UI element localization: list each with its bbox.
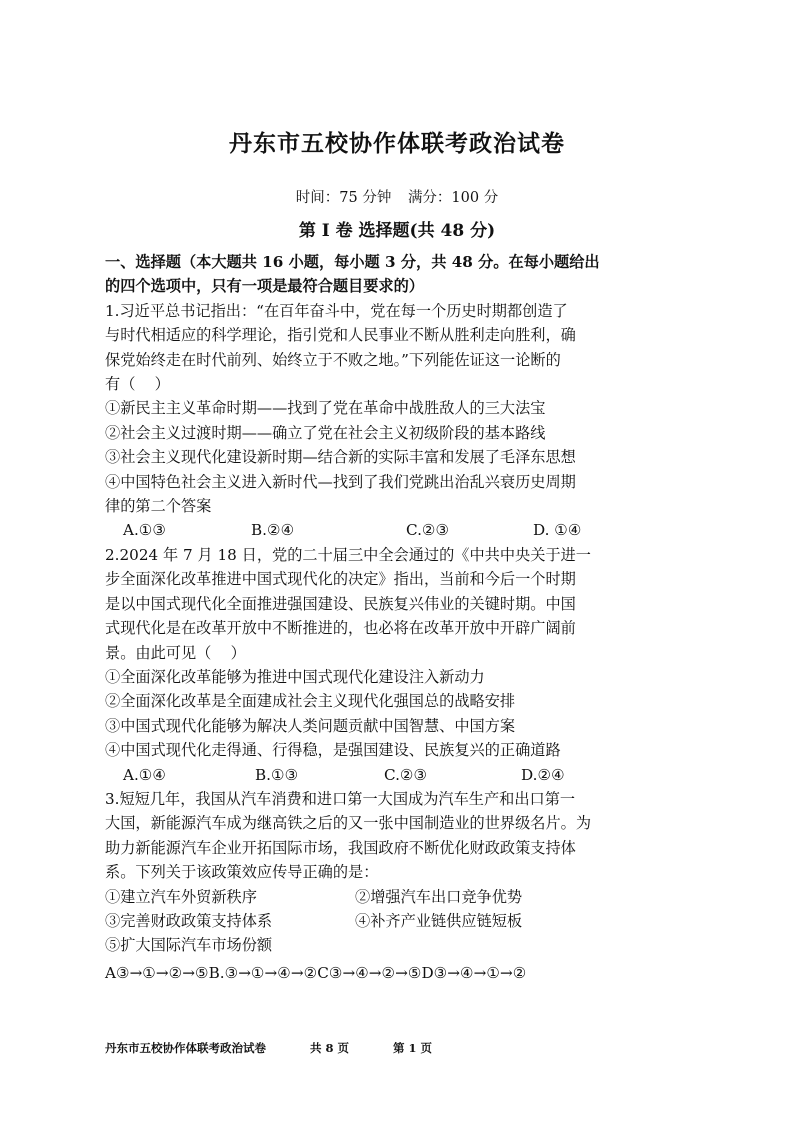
page-title: 丹东市五校协作体联考政治试卷: [229, 130, 565, 157]
q3-item: ③完善财政政策支持体系: [105, 911, 273, 930]
time-info: [0, 186, 794, 207]
q1-options: [105, 518, 685, 542]
q2-stem-line: 景。由此可见（ ）: [105, 643, 246, 662]
q2-option-b: B.①③: [255, 765, 299, 784]
q3-options: A③→①→②→⑤B.③→①→④→②C③→④→②→⑤D③→④→①→②: [105, 963, 527, 982]
instruction-line-2: 的四个选项中，只有一项是最符合题目要求的）: [105, 277, 424, 296]
footer-page-number: 第 1 页: [393, 1041, 433, 1055]
q1-item: ①新民主主义革命时期——找到了党在革命中战胜敌人的三大法宝: [105, 399, 546, 418]
q2-stem-line: 2.2024 年 7 月 18 日，党的二十届三中全会通过的《中共中央关于进一: [105, 545, 591, 564]
q1-stem-line: 保党始终走在时代前列、始终立于不败之地。”下列能佐证这一论断的: [105, 350, 561, 369]
q1-stem-line: 1.习近平总书记指出：“在百年奋斗中，党在每一个历史时期都创造了: [105, 301, 568, 320]
q1-option-a: A.①③: [123, 521, 167, 540]
q3-stem-line: 3.短短几年，我国从汽车消费和进口第一大国成为汽车生产和出口第一: [105, 789, 576, 808]
full-score: 满分：100 分: [407, 190, 499, 206]
q2-item: ①全面深化改革能够为推进中国式现代化建设注入新动力: [105, 667, 485, 686]
footer-total-pages: 共 8 页: [310, 1041, 350, 1055]
q2-stem-line: 步全面深化改革推进中国式现代化的决定》指出，当前和今后一个时期: [105, 570, 576, 589]
instruction-line-1: 一、选择题（本大题共 16 小题，每小题 3 分，共 48 分。在每小题给出: [105, 253, 600, 271]
q3-item: ⑤扩大国际汽车市场份额: [105, 936, 273, 955]
q2-stem-line: 式现代化是在改革开放中不断推进的，也必将在改革开放中开辟广阔前: [105, 619, 576, 638]
q3-item: ②增强汽车出口竞争优势: [355, 887, 523, 906]
q3-stem-line: 助力新能源汽车企业开拓国际市场，我国政府不断优化财政政策支持体: [105, 838, 576, 857]
q2-option-a: A.①④: [123, 765, 167, 784]
q2-option-c: C.②③: [384, 765, 428, 784]
page-footer: [105, 1040, 705, 1056]
q3-item: ①建立汽车外贸新秩序: [105, 887, 257, 906]
q2-stem-line: 是以中国式现代化全面推进强国建设、民族复兴伟业的关键时期。中国: [105, 594, 576, 613]
q2-item: ④中国式现代化走得通、行得稳，是强国建设、民族复兴的正确道路: [105, 741, 561, 760]
q3-stem-line: 系。下列关于该政策效应传导正确的是：: [105, 863, 379, 882]
q3-item: ④补齐产业链供应链短板: [355, 911, 523, 930]
q3-items-row: [105, 885, 685, 909]
q1-item: ④中国特色社会主义进入新时代—找到了我们党跳出治乱兴衰历史周期: [105, 472, 576, 491]
q1-item: 律的第二个答案: [105, 497, 212, 516]
q1-stem-line: 与时代相适应的科学理论，指引党和人民事业不断从胜利走向胜利，确: [105, 326, 576, 345]
q2-item: ②全面深化改革是全面建成社会主义现代化强国总的战略安排: [105, 692, 516, 711]
exam-duration: 时间：75 分钟: [295, 190, 392, 206]
section-title: 第 I 卷 选择题(共 48 分): [298, 221, 496, 241]
q1-item: ③社会主义现代化建设新时期—结合新的实际丰富和发展了毛泽东思想: [105, 448, 576, 467]
q1-option-b: B.②④: [251, 521, 295, 540]
q2-options: [105, 763, 685, 787]
q1-option-c: C.②③: [406, 521, 450, 540]
footer-exam-name: 丹东市五校协作体联考政治试卷: [105, 1041, 266, 1055]
q1-option-d: D. ①④: [533, 521, 582, 540]
q1-item: ②社会主义过渡时期——确立了党在社会主义初级阶段的基本路线: [105, 423, 546, 442]
q2-item: ③中国式现代化能够为解决人类问题贡献中国智慧、中国方案: [105, 716, 516, 735]
q1-stem-line: 有（ ）: [105, 375, 170, 394]
q3-stem-line: 大国，新能源汽车成为继高铁之后的又一张中国制造业的世界级名片。为: [105, 814, 591, 833]
q3-items-row: [105, 909, 685, 933]
q2-option-d: D.②④: [521, 765, 565, 784]
questions-body: [105, 250, 685, 985]
